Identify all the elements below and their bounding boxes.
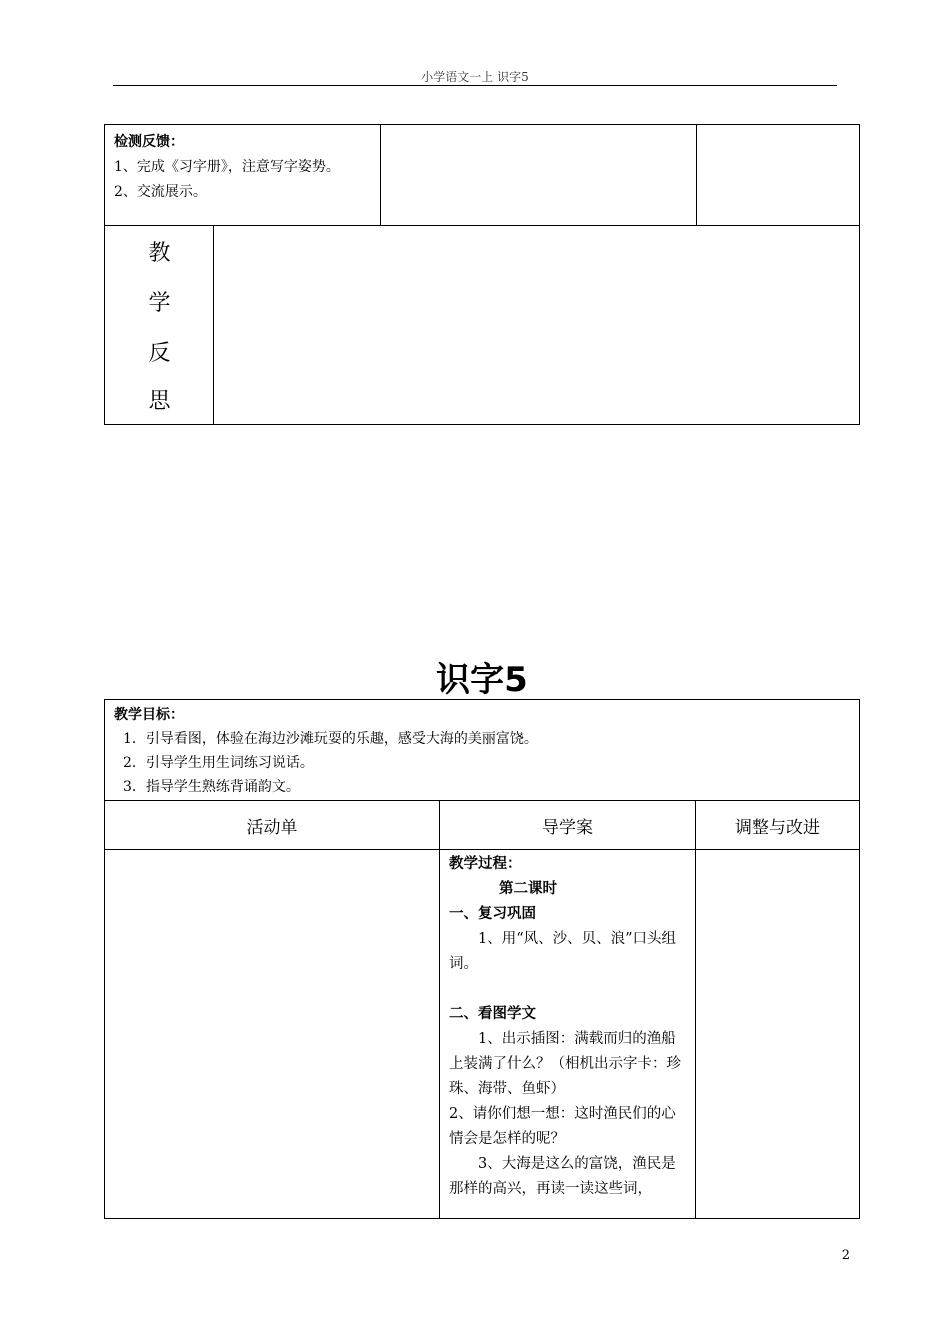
reflection-row xyxy=(105,226,859,424)
goal-item: 1．引导看图，体验在海边沙滩玩耍的乐趣，感受大海的美丽富饶。 xyxy=(123,731,538,747)
lesson-period: 第二课时 xyxy=(499,881,557,897)
feedback-item: 2、交流展示。 xyxy=(114,184,207,200)
goals-cell xyxy=(105,700,859,801)
section2-item: 1、出示插图：满载而归的渔船上装满了什么？（相机出示字卡：珍珠、海带、鱼虾） xyxy=(449,1031,681,1097)
goal-item: 3．指导学生熟练背诵韵文。 xyxy=(123,779,300,795)
section1-item: 1、用“风、沙、贝、浪”口头组词。 xyxy=(449,931,677,972)
reflection-label xyxy=(105,226,214,424)
activity-cell xyxy=(105,850,440,1218)
header-rule xyxy=(113,85,837,86)
section2-title: 二、看图学文 xyxy=(449,1006,536,1022)
page-header: 小学语文一上 识字5 xyxy=(421,70,529,84)
reflection-char: 思 xyxy=(148,389,171,414)
section1-title: 一、复习巩固 xyxy=(449,906,536,922)
process-title: 教学过程： xyxy=(449,856,522,872)
header-guide: 导学案 xyxy=(440,801,696,850)
feedback-table xyxy=(104,124,860,425)
feedback-title: 检测反馈： xyxy=(114,134,184,150)
section2-item: 2、请你们想一想：这时渔民们的心情会是怎样的呢？ xyxy=(449,1106,676,1147)
header-adjust: 调整与改进 xyxy=(696,801,859,850)
page-number: 2 xyxy=(841,1248,850,1263)
feedback-row xyxy=(105,125,859,226)
feedback-empty-cell xyxy=(381,125,697,225)
feedback-cell xyxy=(105,125,381,225)
guide-cell xyxy=(440,850,696,1218)
goal-item: 2．引导学生用生词练习说话。 xyxy=(123,755,314,771)
reflection-char: 学 xyxy=(148,291,171,316)
reflection-char: 反 xyxy=(148,341,171,366)
reflection-body xyxy=(214,226,859,424)
lesson-title: 识字5 xyxy=(436,660,528,700)
goals-title: 教学目标： xyxy=(114,707,184,723)
section2-item: 3、大海是这么的富饶，渔民是那样的高兴，再读一读这些词， xyxy=(449,1156,676,1197)
feedback-item: 1、完成《习字册》，注意写字姿势。 xyxy=(114,159,340,175)
adjust-cell xyxy=(696,850,859,1218)
lesson-table xyxy=(104,699,860,1219)
feedback-adjust-cell xyxy=(697,125,859,225)
reflection-char: 教 xyxy=(148,241,171,266)
header-activity: 活动单 xyxy=(105,801,440,850)
